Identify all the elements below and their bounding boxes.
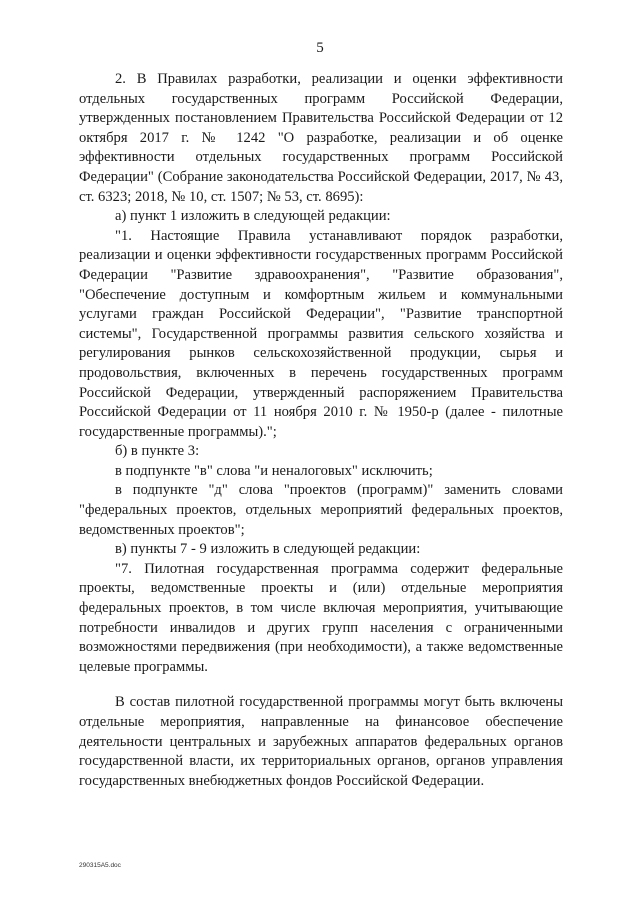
paragraph-rule-1: "1. Настоящие Правила устанавливают порядок разработки, реализации и оценки эффективности государственных программ Российской Федерации "Развитие здравоохранения", "Развитие образования", "Обеспечение доступным и комфортным жильем и коммунальными услугами граждан Российской Федерации", "Развитие транспортной системы", Государственной программы развития сельского хозяйства и регулирования рынков сельскохозяйственной продукции, сырья и продовольствия, включенных в перечень государственных программ Российской Федерации, утвержденный распоряжением Правительства Российской Федерации от 11 ноября 2010 г. № 1950-р (далее - пилотные государственные программы)."; — [79, 227, 563, 440]
paragraph-subpoint-d: в подпункте "д" слова "проектов (программ)" заменить словами "федеральных проектов, отдельных мероприятий федеральных проектов, ведомственных проектов"; — [79, 482, 563, 538]
paragraph-subitem-b: б) в пункте 3: — [115, 443, 200, 460]
paragraph-subitem-a: а) пункт 1 изложить в следующей редакции: — [115, 208, 391, 225]
paragraph-subpoint-v: в подпункте "в" слова "и неналоговых" исключить; — [115, 462, 433, 479]
paragraph-subitem-v: в) пункты 7 - 9 изложить в следующей редакции: — [115, 541, 421, 558]
document-file-code: 290315А5.doc — [79, 862, 121, 869]
paragraph-rule-7-continued: В состав пилотной государственной программы могут быть включены отдельные мероприятия, направленные на финансовое обеспечение деятельности центральных и зарубежных аппаратов федеральных органов государственной власти, их территориальных органов, органов управления государственных внебюджетных фондов Российской Федерации. — [79, 694, 563, 789]
page-number: 5 — [316, 40, 324, 56]
document-body — [79, 70, 563, 791]
paragraph-item-2: 2. В Правилах разработки, реализации и оценки эффективности отдельных государственных программ Российской Федерации, утвержденных постановлением Правительства Российской Федерации от 12 октября 2017 г. № 1242 "О разработке, реализации и об оценке эффективности отдельных государственных программ Российской Федерации" (Собрание законодательства Российской Федерации, 2017, № 43, ст. 6323; 2018, № 10, ст. 1507; № 53, ст. 8695): — [79, 71, 563, 205]
paragraph-rule-7: "7. Пилотная государственная программа содержит федеральные проекты, ведомственные проекты и (или) отдельные мероприятия федеральных проектов, в том числе включая мероприятия, учитывающие потребности инвалидов и других групп населения с ограниченными возможностями передвижения (при необходимости), а также ведомственные целевые программы. — [79, 560, 563, 675]
